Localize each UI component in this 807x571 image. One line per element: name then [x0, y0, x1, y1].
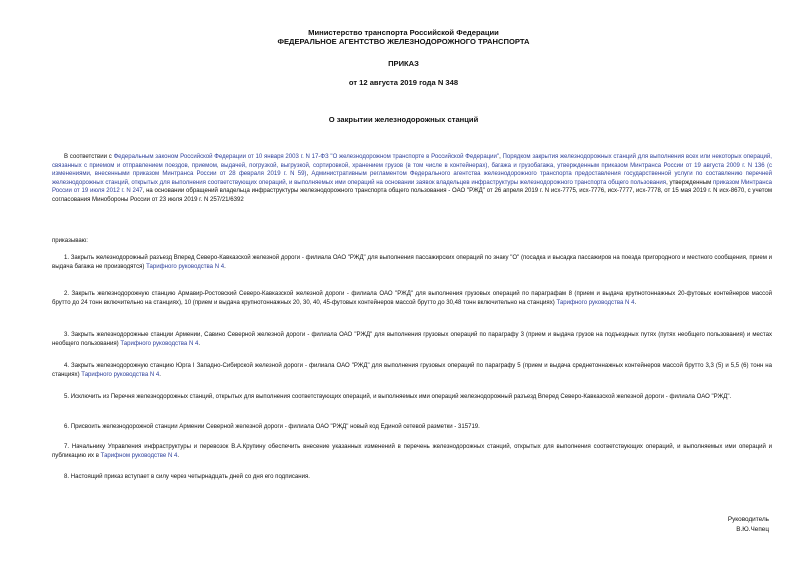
- tariff-guide-link[interactable]: Тарифного руководства N 4: [146, 263, 225, 270]
- regulation-order-link[interactable]: приказом Минтранса России от 19 июля 2012 г. N 247: [52, 179, 772, 195]
- admin-regulation-link[interactable]: Административным регламентом Федерального агентства железнодорожного транспорта предоставления государственной услуги по составлению перечней железнодорожных станций, открытых для выполнения соответствующих операций, и выполняемых ими операций на основании заявок владельцев инфраструктуры железнодорожного транспорта общего пользования: [52, 171, 772, 186]
- ministry-heading: Министерство транспорта Российской Федерации: [308, 28, 499, 37]
- order-item-3: 3. Закрыть железнодорожные станции Армении, Савино Северной железной дороги - филиала ОАО "РЖД" для выполнения грузовых операций по параграфу 3 (прием и выдача грузов на подъездных путях (путях необщего пользования) и местах необщего пользования) Тарифного руководства N 4.: [52, 332, 772, 347]
- item-7-text: 7. Начальнику Управления инфраструктуры и перевозок В.А.Крупину обеспечить внесение указанных изменений в перечень железнодорожных станций, открытых для выполнения соответствующих операций, и выполняемых ими операций и публикацию их в: [52, 444, 772, 459]
- order-item-1: 1. Закрыть железнодорожный разъезд Вперед Северо-Кавказской железной дороги - филиала ОАО "РЖД" для выполнения пассажирских операций по знаку "О" (посадка и высадка пассажиров на поезда пригородного и местного сообщения, прием и выдача багажа не производятся) Тарифного руководства N 4.: [52, 255, 772, 270]
- preamble-text-5: , на основании обращений владельца инфраструктуры железнодорожного транспорта общего пользования - ОАО "РЖД" от 26 апреля 2019 г. N исх-7775, исх-7776, исх-7777, исх-7778, от 15 мая 2019 г. N исх-8670, с учетом согласования Минобороны России от 23 июля 2019 г. N 257/21/6392: [52, 188, 772, 203]
- item-3-text: 3. Закрыть железнодорожные станции Армении, Савино Северной железной дороги - филиала ОАО "РЖД" для выполнения грузовых операций по параграфу 3 (прием и выдача грузов на подъездных путях (путях необщего пользования) и местах необщего пользования): [52, 332, 772, 347]
- order-item-5: 5. Исключить из Перечня железнодорожных станций, открытых для выполнения соответствующих операций, и выполняемых ими операций железнодорожный разъезд Вперед Северо-Кавказской железной дороги - филиала ОАО "РЖД".: [64, 394, 732, 400]
- order-item-6: 6. Присвоить железнодорожной станции Армении Северной железной дороги - филиала ОАО "РЖД" новый код Единой сетевой разметки - 315719.: [64, 424, 480, 430]
- tariff-guide-link[interactable]: Тарифном руководстве N 4: [100, 452, 178, 459]
- signature-title: Руководитель: [727, 516, 769, 523]
- order-item-7: 7. Начальнику Управления инфраструктуры и перевозок В.А.Крупину обеспечить внесение указанных изменений в перечень железнодорожных станций, открытых для выполнения соответствующих операций, и выполняемых ими операций и публикацию их в Тарифном руководстве N 4.: [52, 444, 772, 459]
- document-subject: О закрытии железнодорожных станций: [328, 115, 479, 124]
- document-type: ПРИКАЗ: [388, 59, 419, 68]
- preamble-text-4: , утвержденным: [666, 179, 713, 186]
- federal-law-link[interactable]: Федеральным законом Российской Федерации от 10 января 2003 г. N 17-ФЗ "О железнодорожном транспорте в Российской Федерации": [113, 154, 500, 160]
- order-item-2: 2. Закрыть железнодорожную станцию Армавир-Ростовский Северо-Кавказской железной дороги - филиала ОАО "РЖД" для выполнения грузовых операций по параграфам 8 (прием и выдача крупнотоннажных 20-футовых контейнеров массой брутто до 24 тонн включительно на станциях), 10 (прием и выдача крупнотоннажных 20, 30, 40, 45-футовых контейнеров массой брутто до 30,48 тонн включительно на станциях) Тарифного руководства N 4.: [52, 291, 772, 306]
- item-4-text: 4. Закрыть железнодорожную станцию Юрга I Западно-Сибирской железной дороги - филиала ОАО "РЖД" для выполнения грузовых операций по параграфу 5 (прием и выдача среднетоннажных контейнеров массой брутто 3,3 (5) и 5,5 (6) тонн на станциях): [52, 363, 772, 378]
- preamble-text-3: ,: [306, 171, 312, 178]
- document-date-number: от 12 августа 2019 года N 348: [348, 78, 459, 87]
- signature-name: В.Ю.Чепец: [736, 526, 769, 533]
- item-1-text: 1. Закрыть железнодорожный разъезд Вперед Северо-Кавказской железной дороги - филиала ОАО "РЖД" для выполнения пассажирских операций по знаку "О" (посадка и высадка пассажиров на поезда пригородного и местного сообщения, прием и выдача багажа не производятся): [52, 255, 772, 270]
- item-2-text: 2. Закрыть железнодорожную станцию Армавир-Ростовский Северо-Кавказской железной дороги - филиала ОАО "РЖД" для выполнения грузовых операций по параграфам 8 (прием и выдача крупнотоннажных 20-футовых контейнеров массой брутто до 24 тонн включительно на станциях), 10 (прием и выдача крупнотоннажных 20, 30, 40, 45-футовых контейнеров массой брутто до 30,48 тонн включительно на станциях): [52, 291, 772, 306]
- preamble-text-2: ,: [499, 154, 503, 160]
- order-item-8: 8. Настоящий приказ вступает в силу через четырнадцать дней со дня его подписания.: [64, 474, 310, 480]
- preamble-paragraph: [52, 153, 772, 205]
- orders-word: приказываю:: [52, 238, 88, 244]
- closure-procedure-link[interactable]: Порядком закрытия железнодорожных станций для выполнения всех или некоторых операций, связанных с приемом и отправлением поездов, приемом, выдачей, погрузкой, выгрузкой, сортировкой, хранением грузов (в том числе в контейнерах), багажа и грузобагажа, утвержденным приказом Минтранса России от 19 августа 2009 г. N 136 (с изменениями, внесенными приказом Минтранса России от 28 февраля 2019 г. N 59): [52, 154, 772, 178]
- tariff-guide-link[interactable]: Тарифного руководства N 4: [120, 340, 199, 347]
- tariff-guide-link[interactable]: Тарифного руководства N 4: [556, 299, 635, 306]
- order-item-4: 4. Закрыть железнодорожную станцию Юрга I Западно-Сибирской железной дороги - филиала ОАО "РЖД" для выполнения грузовых операций по параграфу 5 (прием и выдача среднетоннажных контейнеров массой брутто 3,3 (5) и 5,5 (6) тонн на станциях) Тарифного руководства N 4.: [52, 363, 772, 378]
- tariff-guide-link[interactable]: Тарифного руководства N 4: [81, 371, 160, 378]
- agency-heading: ФЕДЕРАЛЬНОЕ АГЕНТСТВО ЖЕЛЕЗНОДОРОЖНОГО ТРАНСПОРТА: [277, 37, 530, 46]
- preamble-text-1: В соответствии с: [64, 154, 114, 160]
